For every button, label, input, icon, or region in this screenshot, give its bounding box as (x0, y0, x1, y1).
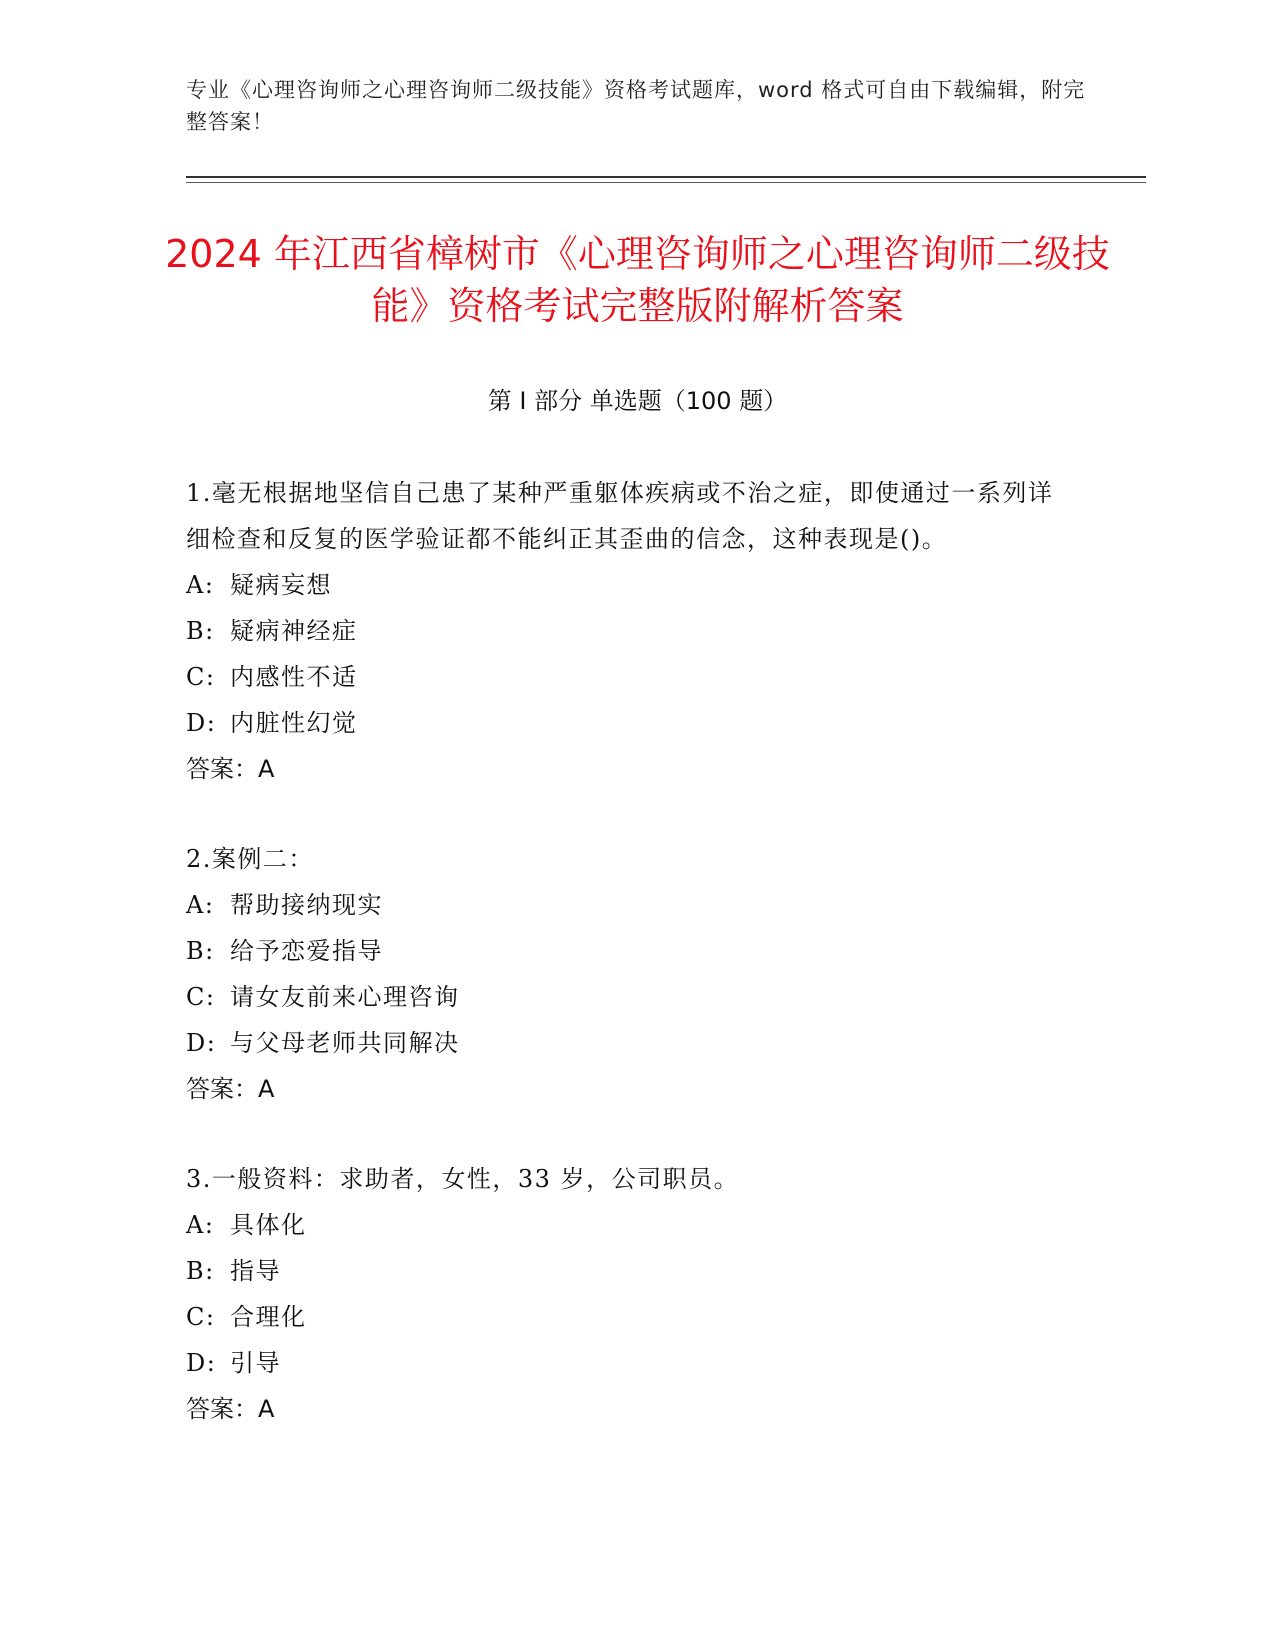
question-stem: 2.案例二： (186, 845, 314, 873)
option-b (186, 1248, 1066, 1294)
option-key: B: (186, 617, 215, 645)
option-text: 与父母老师共同解决 (230, 1029, 460, 1057)
option-d (186, 700, 1066, 746)
option-key: D: (186, 1029, 217, 1057)
option-key: D: (186, 709, 217, 737)
option-a (186, 882, 1066, 928)
header-divider-thin (186, 182, 1146, 183)
option-key: A: (186, 571, 215, 599)
option-text: 给予恋爱指导 (230, 937, 383, 965)
option-d (186, 1340, 1066, 1386)
question-stem: 3.一般资料：求助者，女性，33 岁，公司职员。 (186, 1165, 740, 1193)
option-text: 合理化 (230, 1303, 307, 1331)
option-key: A: (186, 891, 215, 919)
question-2 (186, 836, 1066, 1112)
section-title: 第 I 部分 单选题（100 题） (487, 387, 788, 415)
option-text: 引导 (230, 1349, 281, 1377)
question-1 (186, 470, 1066, 792)
option-a (186, 1202, 1066, 1248)
option-c (186, 1294, 1066, 1340)
option-key: B: (186, 1257, 215, 1285)
option-key: C: (186, 663, 216, 691)
answer-line: 答案：A (186, 755, 275, 783)
option-key: B: (186, 937, 215, 965)
header-divider-thick (186, 176, 1146, 178)
option-key: C: (186, 983, 216, 1011)
option-text: 帮助接纳现实 (230, 891, 383, 919)
option-c (186, 654, 1066, 700)
question-stem: 1.毫无根据地坚信自己患了某种严重躯体疾病或不治之症，即使通过一系列详细检查和反复的医学验证都不能纠正其歪曲的信念，这种表现是()。 (186, 479, 1054, 553)
option-d (186, 1020, 1066, 1066)
option-key: D: (186, 1349, 217, 1377)
option-key: C: (186, 1303, 216, 1331)
option-text: 指导 (230, 1257, 281, 1285)
option-text: 疑病神经症 (230, 617, 358, 645)
option-key: A: (186, 1211, 215, 1239)
option-a (186, 562, 1066, 608)
option-b (186, 608, 1066, 654)
option-c (186, 974, 1066, 1020)
option-text: 内脏性幻觉 (230, 709, 358, 737)
answer-line: 答案：A (186, 1395, 275, 1423)
question-list (186, 470, 1066, 1476)
option-text: 疑病妄想 (230, 571, 332, 599)
option-b (186, 928, 1066, 974)
header-note: 专业《心理咨询师之心理咨询师二级技能》资格考试题库，word 格式可自由下载编辑，附完整答案！ (186, 78, 1086, 134)
option-text: 请女友前来心理咨询 (230, 983, 460, 1011)
question-3 (186, 1156, 1066, 1432)
document-title: 2024 年江西省樟树市《心理咨询师之心理咨询师二级技能》资格考试完整版附解析答案 (165, 232, 1110, 328)
option-text: 具体化 (230, 1211, 307, 1239)
answer-line: 答案：A (186, 1075, 275, 1103)
option-text: 内感性不适 (230, 663, 358, 691)
